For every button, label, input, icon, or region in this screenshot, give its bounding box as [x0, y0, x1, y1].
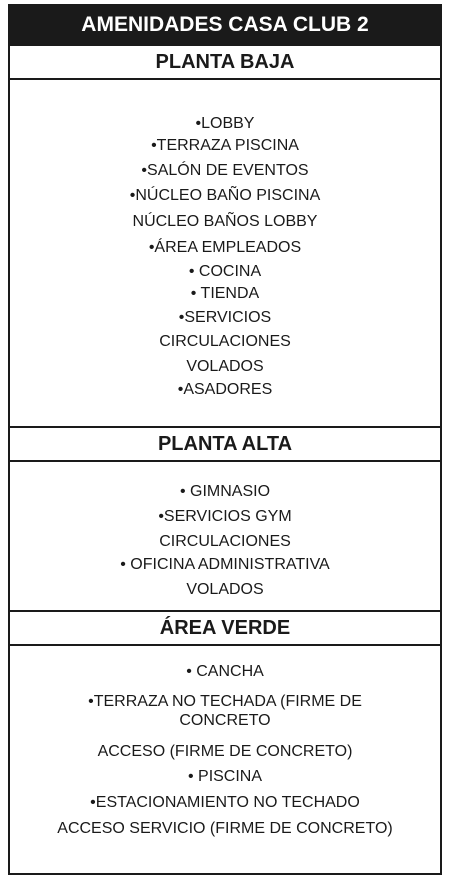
- list-item: ACCESO (FIRME DE CONCRETO): [97, 743, 353, 760]
- list-item: NÚCLEO BAÑOS LOBBY: [132, 213, 318, 230]
- list-item: •TERRAZA NO TECHADA (FIRME DE CONCRETO: [88, 693, 362, 729]
- list-item: •TERRAZA PISCINA: [151, 137, 299, 154]
- list-item: VOLADOS: [186, 581, 264, 598]
- section-header-area-verde: ÁREA VERDE: [10, 610, 440, 646]
- list-item: VOLADOS: [186, 358, 264, 375]
- list-item: • COCINA: [188, 263, 262, 280]
- list-item: • TIENDA: [190, 285, 260, 302]
- list-item: •ESTACIONAMIENTO NO TECHADO: [90, 794, 360, 811]
- list-item: • OFICINA ADMINISTRATIVA: [120, 556, 330, 573]
- list-item: ACCESO SERVICIO (FIRME DE CONCRETO): [57, 820, 393, 837]
- list-item: •NÚCLEO BAÑO PISCINA: [129, 187, 321, 204]
- list-item: • PISCINA: [187, 768, 263, 785]
- section-header-planta-alta: PLANTA ALTA: [10, 426, 440, 462]
- list-item: • GIMNASIO: [179, 483, 271, 500]
- list-item: •LOBBY: [195, 115, 255, 132]
- list-item: •ÁREA EMPLEADOS: [148, 239, 302, 256]
- list-item: •SERVICIOS: [178, 309, 272, 326]
- section-header-planta-baja: PLANTA BAJA: [10, 44, 440, 80]
- table-title: AMENIDADES CASA CLUB 2: [10, 6, 440, 44]
- list-item: CIRCULACIONES: [159, 533, 291, 550]
- list-item: •SALÓN DE EVENTOS: [141, 162, 309, 179]
- list-item: •ASADORES: [177, 381, 273, 398]
- list-item: CIRCULACIONES: [159, 333, 291, 350]
- amenities-table: [8, 4, 442, 875]
- list-item: •SERVICIOS GYM: [158, 508, 292, 525]
- list-item: • CANCHA: [186, 663, 264, 680]
